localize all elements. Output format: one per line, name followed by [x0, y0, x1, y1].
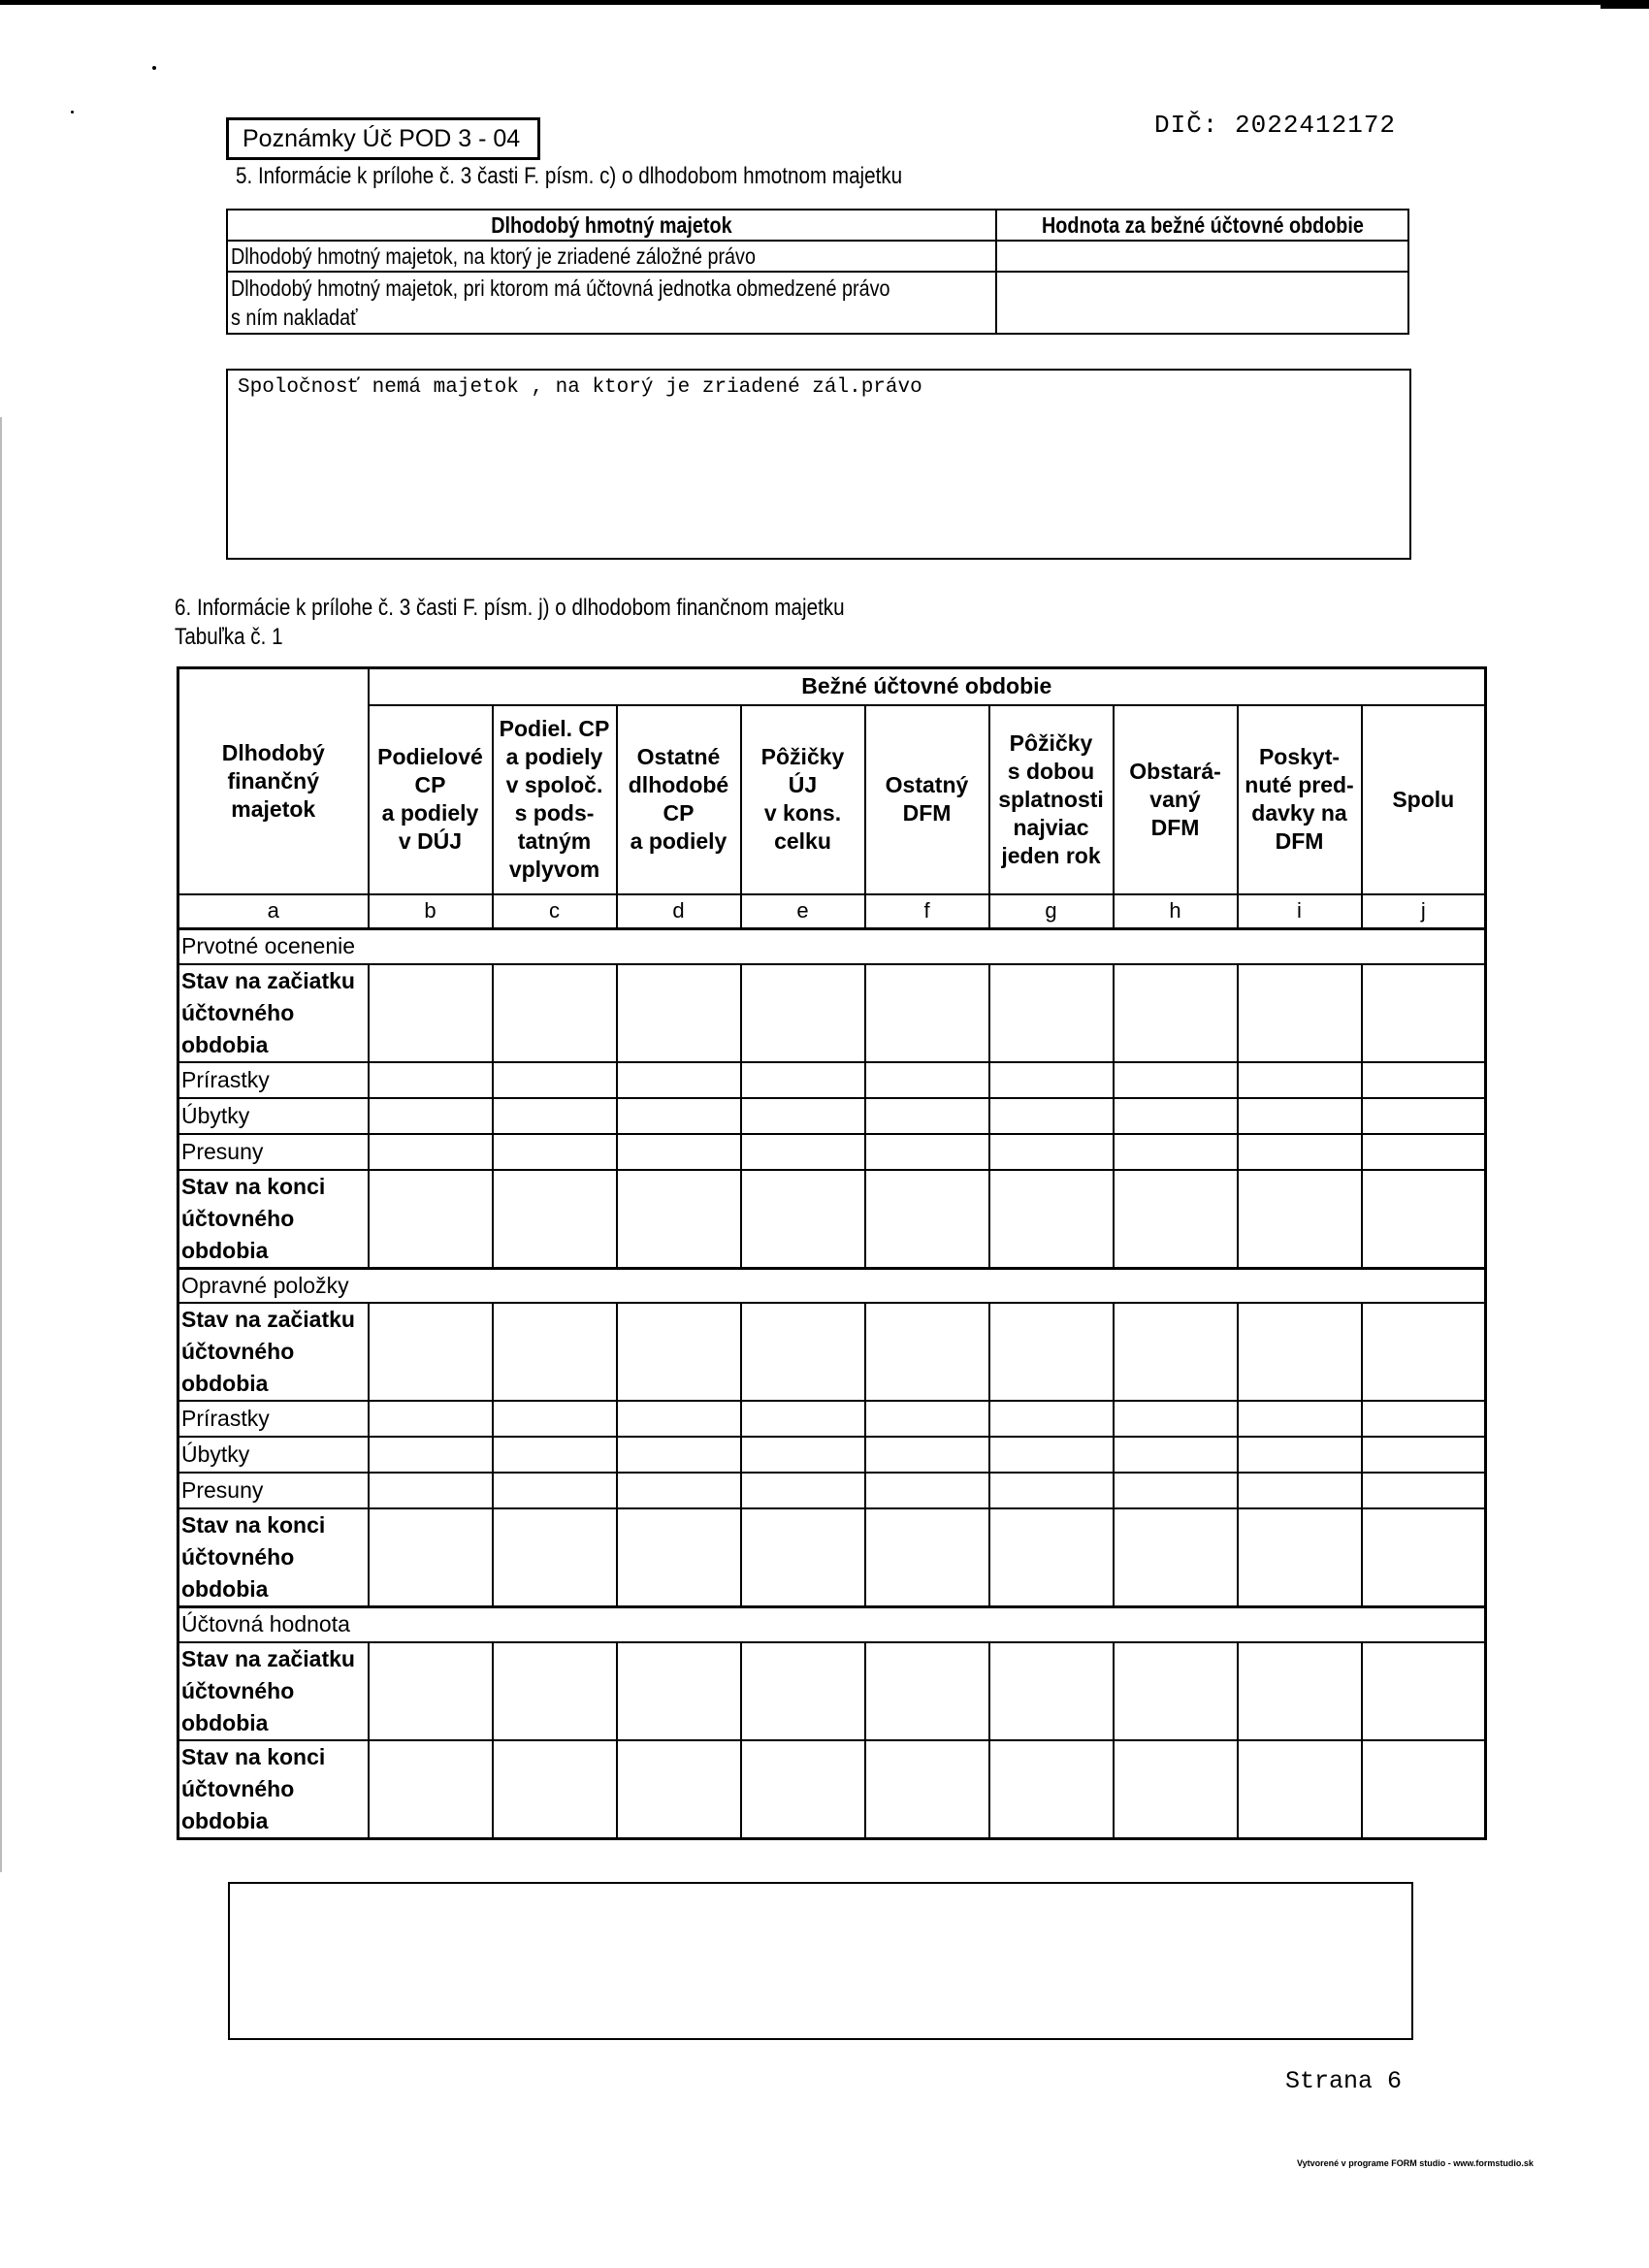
value-cell[interactable]: [493, 1401, 617, 1437]
value-cell[interactable]: [1238, 1401, 1362, 1437]
column-header-line: a podiely: [505, 744, 603, 769]
row-label: [178, 1134, 369, 1170]
top-border-line: [0, 0, 1649, 5]
column-header-line: Pôžičky: [760, 744, 845, 769]
value-cell[interactable]: [741, 1062, 865, 1098]
value-cell[interactable]: [1362, 1303, 1486, 1401]
row-label-line: Presuny: [181, 1138, 264, 1164]
value-cell[interactable]: [865, 1508, 989, 1607]
column-letter-f: f: [865, 894, 989, 929]
row-label-line: účtovného: [181, 1677, 295, 1703]
column-header-d: [617, 705, 741, 894]
value-cell[interactable]: [369, 1437, 493, 1473]
column-header-line: ÚJ: [788, 772, 818, 797]
value-cell[interactable]: [1238, 1642, 1362, 1740]
column-header-line: dlhodobé: [628, 772, 729, 797]
row-label-line: Stav na konci: [181, 1512, 326, 1538]
row-label: [178, 1062, 369, 1098]
row-label: [178, 1170, 369, 1269]
column-header-line: Ostatné: [636, 744, 721, 769]
value-cell[interactable]: [493, 1098, 617, 1134]
row-label-line: Presuny: [181, 1477, 264, 1503]
row-label-line: Prírastky: [181, 1406, 270, 1431]
column-header-line: Pôžičky: [1009, 729, 1093, 756]
value-cell[interactable]: [617, 1401, 741, 1437]
value-cell[interactable]: [1114, 1062, 1238, 1098]
s5-col1-header: Dlhodobý hmotný majetok: [227, 210, 996, 241]
value-cell[interactable]: [989, 1473, 1114, 1508]
value-cell[interactable]: [989, 1303, 1114, 1401]
value-cell[interactable]: [1114, 1134, 1238, 1170]
scan-speck: [71, 111, 74, 113]
row-label-line: obdobia: [181, 1031, 269, 1057]
column-letter-j: j: [1362, 894, 1486, 929]
row-label: [178, 964, 369, 1062]
value-cell[interactable]: [865, 1473, 989, 1508]
section6-note[interactable]: [228, 1882, 1413, 2040]
s5-row1-label: Dlhodobý hmotný majetok, na ktorý je zriadené záložné právo: [227, 241, 996, 272]
column-header-line: Podielové: [377, 744, 483, 769]
row-label-line: Úbytky: [181, 1442, 250, 1467]
row-label-line: Stav na konci: [181, 1173, 326, 1199]
value-cell[interactable]: [493, 964, 617, 1062]
period-header: Bežné účtovné obdobie: [369, 668, 1486, 705]
column-header-line: vplyvom: [508, 857, 600, 882]
column-letter-e: e: [741, 894, 865, 929]
value-cell[interactable]: [1114, 1740, 1238, 1839]
value-cell[interactable]: [1114, 1401, 1238, 1437]
value-cell[interactable]: [1114, 1473, 1238, 1508]
column-header-line: a podiely: [630, 828, 728, 854]
value-cell[interactable]: [1362, 1170, 1486, 1269]
value-cell[interactable]: [369, 1098, 493, 1134]
dfm-table: [177, 666, 1487, 1840]
row-label-line: účtovného: [181, 999, 295, 1025]
column-header-line: tatným: [517, 828, 592, 854]
row-label-line: Úbytky: [181, 1102, 250, 1128]
value-cell[interactable]: [493, 1134, 617, 1170]
value-cell[interactable]: [617, 1134, 741, 1170]
value-cell[interactable]: [1362, 1134, 1486, 1170]
value-cell[interactable]: [369, 1401, 493, 1437]
value-cell[interactable]: [1114, 1098, 1238, 1134]
value-cell[interactable]: [865, 1642, 989, 1740]
column-letter-b: b: [369, 894, 493, 929]
value-cell[interactable]: [741, 964, 865, 1062]
column-header-line: DFM: [1275, 828, 1324, 854]
value-cell[interactable]: [617, 1062, 741, 1098]
value-cell[interactable]: [865, 1098, 989, 1134]
value-cell[interactable]: [1362, 1098, 1486, 1134]
s5-col2-header: Hodnota za bežné účtovné obdobie: [996, 210, 1408, 241]
value-cell[interactable]: [865, 964, 989, 1062]
value-cell[interactable]: [865, 1401, 989, 1437]
value-cell[interactable]: [1362, 1062, 1486, 1098]
value-cell[interactable]: [617, 1098, 741, 1134]
column-header-line: jeden rok: [1001, 842, 1101, 868]
column-header-line: Obstará-: [1129, 758, 1221, 784]
value-cell[interactable]: [1238, 1508, 1362, 1607]
s5-row2-value[interactable]: [996, 272, 1408, 334]
value-cell[interactable]: [493, 1437, 617, 1473]
column-header-j: [1362, 705, 1486, 894]
top-border-tab: [1600, 5, 1649, 9]
value-cell[interactable]: [1238, 1437, 1362, 1473]
value-cell[interactable]: [1114, 964, 1238, 1062]
section-label: Opravné položky: [178, 1268, 1486, 1303]
value-cell[interactable]: [1238, 1134, 1362, 1170]
section-label: Prvotné ocenenie: [178, 929, 1486, 964]
value-cell[interactable]: [741, 1642, 865, 1740]
value-cell[interactable]: [493, 1473, 617, 1508]
row-label: [178, 1098, 369, 1134]
value-cell[interactable]: [1362, 964, 1486, 1062]
section5-note[interactable]: Spoločnosť nemá majetok , na ktorý je zriadené zál.právo: [226, 369, 1411, 560]
value-cell[interactable]: [493, 1508, 617, 1607]
value-cell[interactable]: [369, 1473, 493, 1508]
value-cell[interactable]: [369, 964, 493, 1062]
value-cell[interactable]: [989, 1170, 1114, 1269]
value-cell[interactable]: [741, 1134, 865, 1170]
column-header-b: [369, 705, 493, 894]
value-cell[interactable]: [493, 1740, 617, 1839]
value-cell[interactable]: [1238, 1170, 1362, 1269]
column-header-line: v DÚJ: [398, 828, 463, 854]
column-header-line: Spolu: [1392, 786, 1455, 812]
value-cell[interactable]: [989, 1062, 1114, 1098]
first-col-header-line: majetok: [231, 795, 316, 822]
value-cell[interactable]: [369, 1303, 493, 1401]
value-cell[interactable]: [865, 1740, 989, 1839]
value-cell[interactable]: [989, 1437, 1114, 1473]
value-cell[interactable]: [493, 1062, 617, 1098]
value-cell[interactable]: [369, 1170, 493, 1269]
first-col-header: [178, 668, 369, 894]
value-cell[interactable]: [493, 1303, 617, 1401]
column-header-c: [493, 705, 617, 894]
value-cell[interactable]: [369, 1134, 493, 1170]
column-header-line: splatnosti: [998, 786, 1104, 812]
value-cell[interactable]: [617, 1170, 741, 1269]
section6-subtitle: Tabuľka č. 1: [175, 624, 283, 650]
s5-row2-label: Dlhodobý hmotný majetok, pri ktorom má účtovná jednotka obmedzené právo s ním nakladať: [227, 272, 996, 334]
column-header-e: [741, 705, 865, 894]
value-cell[interactable]: [369, 1508, 493, 1607]
row-label-line: účtovného: [181, 1339, 295, 1364]
row-label-line: Stav na začiatku: [181, 967, 355, 993]
column-header-line: CP: [414, 772, 446, 797]
column-header-line: s pods-: [514, 800, 595, 826]
row-label-line: Stav na začiatku: [181, 1307, 355, 1332]
form-code-box: Poznámky Úč POD 3 - 04: [226, 117, 540, 160]
value-cell[interactable]: [741, 1170, 865, 1269]
scan-edge-mark: [0, 417, 2, 1872]
footer-credit: Vytvorené v programe FORM studio - www.formstudio.sk: [1297, 2158, 1534, 2168]
value-cell[interactable]: [493, 1170, 617, 1269]
column-header-h: [1114, 705, 1238, 894]
row-label-line: Stav na začiatku: [181, 1645, 355, 1671]
value-cell[interactable]: [617, 1508, 741, 1607]
column-header-line: DFM: [902, 800, 952, 826]
column-letter-h: h: [1114, 894, 1238, 929]
row-label: [178, 1401, 369, 1437]
value-cell[interactable]: [741, 1437, 865, 1473]
value-cell[interactable]: [369, 1642, 493, 1740]
value-cell[interactable]: [1362, 1740, 1486, 1839]
value-cell[interactable]: [1114, 1437, 1238, 1473]
value-cell[interactable]: [617, 1303, 741, 1401]
value-cell[interactable]: [741, 1401, 865, 1437]
value-cell[interactable]: [865, 1437, 989, 1473]
column-header-line: CP: [663, 800, 695, 826]
value-cell[interactable]: [989, 1401, 1114, 1437]
value-cell[interactable]: [865, 1170, 989, 1269]
column-header-line: Podiel. CP: [499, 716, 610, 741]
row-label-line: Prírastky: [181, 1066, 270, 1092]
value-cell[interactable]: [1114, 1303, 1238, 1401]
value-cell[interactable]: [617, 1437, 741, 1473]
column-letter-i: i: [1238, 894, 1362, 929]
value-cell[interactable]: [989, 1098, 1114, 1134]
value-cell[interactable]: [741, 1473, 865, 1508]
value-cell[interactable]: [1238, 1098, 1362, 1134]
tax-id: DIČ: 2022412172: [1154, 111, 1397, 140]
first-col-header-line: Dlhodobý: [221, 739, 325, 765]
column-header-g: [989, 705, 1114, 894]
row-label-line: účtovného: [181, 1775, 295, 1801]
section5-title: 5. Informácie k prílohe č. 3 časti F. písm. c) o dlhodobom hmotnom majetku: [236, 163, 903, 189]
row-label: [178, 1303, 369, 1401]
value-cell[interactable]: [617, 964, 741, 1062]
column-header-line: a podiely: [381, 800, 479, 826]
column-header-line: v kons.: [763, 800, 842, 826]
row-label-line: obdobia: [181, 1709, 269, 1735]
section5-table: [226, 209, 1409, 335]
value-cell[interactable]: [989, 964, 1114, 1062]
section6-title: 6. Informácie k prílohe č. 3 časti F. písm. j) o dlhodobom finančnom majetku: [175, 595, 845, 621]
column-letter-d: d: [617, 894, 741, 929]
column-letter-a: a: [178, 894, 369, 929]
row-label-line: účtovného: [181, 1205, 295, 1231]
value-cell[interactable]: [1362, 1437, 1486, 1473]
value-cell[interactable]: [1362, 1401, 1486, 1437]
row-label-line: účtovného: [181, 1544, 295, 1570]
column-header-line: celku: [774, 828, 831, 854]
value-cell[interactable]: [617, 1740, 741, 1839]
row-label-line: obdobia: [181, 1371, 269, 1396]
s5-row1-value[interactable]: [996, 241, 1408, 272]
row-label-line: obdobia: [181, 1807, 269, 1833]
value-cell[interactable]: [741, 1740, 865, 1839]
scan-speck: [152, 66, 156, 70]
value-cell[interactable]: [865, 1134, 989, 1170]
column-header-line: s dobou: [1007, 758, 1095, 784]
value-cell[interactable]: [865, 1062, 989, 1098]
value-cell[interactable]: [741, 1303, 865, 1401]
value-cell[interactable]: [989, 1740, 1114, 1839]
row-label: [178, 1473, 369, 1508]
value-cell[interactable]: [989, 1134, 1114, 1170]
value-cell[interactable]: [369, 1062, 493, 1098]
value-cell[interactable]: [493, 1642, 617, 1740]
column-header-line: vaný: [1149, 786, 1201, 812]
row-label: [178, 1437, 369, 1473]
value-cell[interactable]: [1362, 1473, 1486, 1508]
value-cell[interactable]: [865, 1303, 989, 1401]
value-cell[interactable]: [1114, 1508, 1238, 1607]
column-header-line: Poskyt-: [1258, 744, 1341, 769]
value-cell[interactable]: [741, 1508, 865, 1607]
value-cell[interactable]: [1114, 1170, 1238, 1269]
value-cell[interactable]: [1238, 1062, 1362, 1098]
row-label-line: obdobia: [181, 1576, 269, 1602]
column-letter-c: c: [493, 894, 617, 929]
row-label: [178, 1740, 369, 1839]
value-cell[interactable]: [1362, 1642, 1486, 1740]
value-cell[interactable]: [1238, 964, 1362, 1062]
column-header-f: [865, 705, 989, 894]
column-header-line: davky na: [1251, 800, 1347, 826]
row-label-line: obdobia: [181, 1237, 269, 1263]
column-header-line: Ostatný: [885, 772, 969, 797]
column-header-i: [1238, 705, 1362, 894]
value-cell[interactable]: [1238, 1303, 1362, 1401]
value-cell[interactable]: [989, 1508, 1114, 1607]
value-cell[interactable]: [617, 1473, 741, 1508]
page-number: Strana 6: [1285, 2067, 1403, 2095]
value-cell[interactable]: [1114, 1642, 1238, 1740]
row-label: [178, 1508, 369, 1607]
value-cell[interactable]: [741, 1098, 865, 1134]
row-label: [178, 1642, 369, 1740]
value-cell[interactable]: [989, 1642, 1114, 1740]
column-header-line: nuté pred-: [1245, 772, 1354, 797]
column-letter-g: g: [989, 894, 1114, 929]
section-label: Účtovná hodnota: [178, 1607, 1486, 1642]
value-cell[interactable]: [617, 1642, 741, 1740]
row-label-line: Stav na konci: [181, 1743, 326, 1769]
column-header-line: v spoloč.: [505, 772, 603, 797]
value-cell[interactable]: [1238, 1473, 1362, 1508]
column-header-line: najviac: [1013, 814, 1089, 840]
value-cell[interactable]: [369, 1740, 493, 1839]
column-header-line: DFM: [1150, 814, 1200, 840]
value-cell[interactable]: [1362, 1508, 1486, 1607]
value-cell[interactable]: [1238, 1740, 1362, 1839]
first-col-header-line: finančný: [227, 767, 320, 794]
